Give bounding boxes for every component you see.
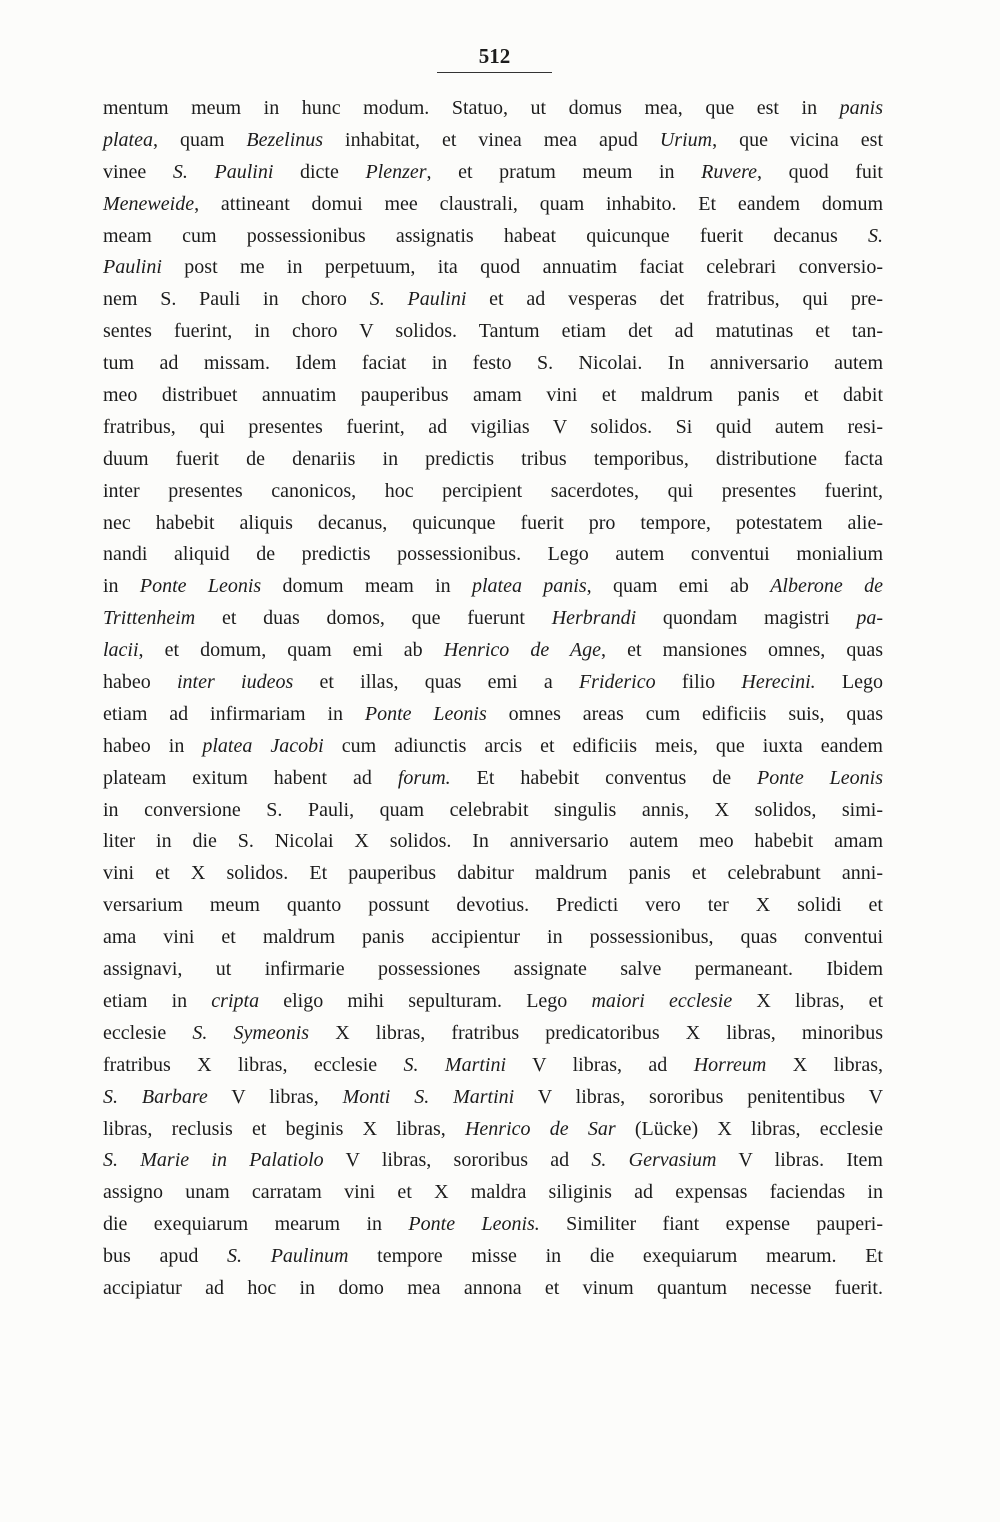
text-segment: fratribus, qui presentes fuerint, ad vigilias V solidos. Si quid autem resi- [103,415,883,438]
text-segment: liter in die S. Nicolai X solidos. In anniversario autem meo habebit amam [103,830,883,853]
text-line [103,572,883,604]
text-line [103,955,883,987]
text-segment: fratribus X libras, ecclesie [103,1053,404,1076]
text-line [103,509,883,541]
text-line [103,158,883,190]
italic-text: S. Martini [403,1053,507,1076]
text-line [103,923,883,955]
text-segment: , et mansiones omnes, quas [601,639,883,662]
italic-text: platea panis [472,575,587,598]
text-segment: cum adiunctis arcis et edificiis meis, que iuxta eandem [323,734,883,757]
text-line [103,381,883,413]
italic-text: S. Symeonis [192,1021,310,1044]
text-segment: versarium meum quanto possunt devotius. Predicti vero ter X solidi et [103,894,883,917]
italic-text: S. Paulini [172,160,274,183]
text-segment: Et habebit conventus de [450,766,758,789]
text-segment: duum fuerit de denariis in predictis tribus temporibus, distributione facta [103,447,883,470]
text-line [103,285,883,317]
page-number: 512 [478,44,511,68]
text-segment: ecclesie [103,1021,193,1044]
text-line [103,1019,883,1051]
text-line [103,604,883,636]
text-segment: etiam ad infirmariam in [103,702,365,725]
text-segment: ama vini et maldrum panis accipientur in possessionibus, quas conventui [103,926,883,949]
text-line [103,1210,883,1242]
text-segment: nem S. Pauli in choro [103,288,370,311]
text-line [103,1051,883,1083]
italic-text: maiori ecclesie [591,989,733,1012]
body-text [103,94,883,1306]
text-segment: X libras, fratribus predicatoribus X libras, minoribus [309,1021,884,1044]
italic-text: Ponte Leonis. [408,1213,540,1236]
text-line [103,859,883,891]
text-line [103,1146,883,1178]
text-segment: nandi aliquid de predictis possessionibus. Lego autem conventui monialium [103,543,883,566]
text-line [103,796,883,828]
text-line [103,827,883,859]
italic-text: forum. [397,766,451,789]
italic-text: Henrico de Age [443,639,602,662]
text-line [103,253,883,285]
text-segment: X libras, [766,1053,883,1076]
italic-text: S. Barbare [103,1085,208,1108]
text-segment: , quod fuit [757,160,883,183]
text-line [103,732,883,764]
text-line [103,1178,883,1210]
italic-text: platea [103,128,153,151]
italic-text: Bezelinus [246,128,324,151]
text-segment: meo distribuet annuatim pauperibus amam vini et maldrum panis et dabit [103,384,883,407]
text-segment: V libras, [207,1085,343,1108]
italic-text: S. Marie in Palatiolo [103,1149,324,1172]
text-line [103,477,883,509]
text-segment: (Lücke) X libras, ecclesie [615,1117,883,1140]
text-segment: et ad vesperas det fratribus, qui pre- [466,288,884,311]
text-segment: post me in perpetuum, ita quod annuatim faciat celebrari conversio- [161,256,883,279]
text-segment: libras, reclusis et beginis X libras, [103,1117,465,1140]
italic-text: Friderico [578,671,656,694]
text-segment: domum meam in [261,575,472,598]
text-segment: etiam in [103,989,212,1012]
italic-text: S. [868,224,883,247]
italic-text: Ponte Leonis [139,575,262,598]
text-segment: et duas domos, que fuerunt [195,607,552,630]
italic-text: S. Paulini [369,288,467,311]
italic-text: Monti S. Martini [342,1085,515,1108]
text-line [103,94,883,126]
text-segment: dicte [273,160,366,183]
text-segment: in conversione S. Pauli, quam celebrabit singulis annis, X solidos, simi- [103,798,883,821]
text-segment: vinee [103,160,173,183]
italic-text: platea Jacobi [202,734,324,757]
italic-text: Alberone de [770,575,883,598]
text-segment: filio [655,671,742,694]
text-line [103,987,883,1019]
text-line [103,1274,883,1306]
italic-text: Horreum [693,1053,767,1076]
text-segment: habeo [103,671,177,694]
text-line [103,668,883,700]
italic-text: Trittenheim [103,607,196,630]
text-segment: V libras. Item [716,1149,883,1172]
text-segment: inhabitat, et vinea mea apud [323,128,660,151]
text-segment: X libras, et [732,989,884,1012]
text-segment: assigno unam carratam vini et X maldra siliginis ad expensas faciendas in [103,1181,883,1204]
italic-text: cripta [211,989,260,1012]
text-segment: et illas, quas emi a [293,671,579,694]
text-segment: die exequiarum mearum in [103,1213,409,1236]
text-segment: nec habebit aliquis decanus, quicunque fuerit pro tempore, potestatem alie- [103,511,883,534]
text-segment: , que vicina est [712,128,883,151]
text-line [103,764,883,796]
italic-text: Henrico de Sar [464,1117,616,1140]
text-segment: habeo in [103,734,203,757]
text-segment: , attineant domui mee claustrali, quam inhabito. Et eandem domum [194,192,883,215]
text-segment: meam cum possessionibus assignatis habeat quicunque fuerit decanus [103,224,868,247]
italic-text: Ruvere [701,160,758,183]
text-segment: eligo mihi sepulturam. Lego [259,989,592,1012]
text-segment: vini et X solidos. Et pauperibus dabitur maldrum panis et celebrabunt anni- [103,862,883,885]
text-line [103,1115,883,1147]
text-line [103,540,883,572]
text-line [103,636,883,668]
text-segment: accipiatur ad hoc in domo mea annona et vinum quantum necesse fuerit. [103,1276,883,1299]
italic-text: pa- [856,607,883,630]
text-segment: mentum meum in hunc modum. Statuo, ut domus mea, que est in [103,97,840,119]
italic-text: Urium [659,128,713,151]
text-segment: V libras, ad [506,1053,694,1076]
italic-text: Paulini [103,256,162,279]
text-line [103,1083,883,1115]
text-segment: , quam [153,128,247,151]
text-line [103,349,883,381]
text-segment: sentes fuerint, in choro V solidos. Tantum etiam det ad matutinas et tan- [103,320,883,343]
italic-text: Herbrandi [551,607,637,630]
text-line [103,445,883,477]
text-segment: bus apud [103,1245,228,1268]
italic-text: inter iudeos [177,671,294,694]
italic-text: S. Gervasium [591,1149,717,1172]
text-segment: assignavi, ut infirmarie possessiones assignate salve permaneant. Ibidem [103,958,883,981]
text-line [103,190,883,222]
text-segment: plateam exitum habent ad [103,766,398,789]
text-line [103,891,883,923]
text-segment: , et domum, quam emi ab [138,639,444,662]
text-segment: tempore misse in die exequiarum mearum. Et [348,1245,883,1268]
italic-text: Herecini. [741,671,816,694]
text-segment: , et pratum meum in [426,160,702,183]
text-line [103,222,883,254]
text-segment: quondam magistri [636,607,857,630]
text-line [103,700,883,732]
italic-text: S. Paulinum [227,1245,349,1268]
text-segment: , quam emi ab [586,575,771,598]
text-segment: V libras, sororibus penitentibus V [514,1085,884,1108]
italic-text: Ponte Leonis [364,702,487,725]
text-line [103,317,883,349]
text-segment: in [103,575,140,598]
italic-text: Plenzer [365,160,427,183]
italic-text: Meneweide [103,192,195,215]
page-number-rule [437,72,552,73]
italic-text: lacii [103,639,139,662]
italic-text: Ponte Leonis [757,766,883,789]
italic-text: panis [839,97,883,119]
text-segment: Lego [815,671,883,694]
text-line [103,413,883,445]
text-line [103,1242,883,1274]
text-segment: Similiter fiant expense pauperi- [539,1213,883,1236]
text-segment: omnes areas cum edificiis suis, quas [486,702,883,725]
text-line [103,126,883,158]
text-segment: V libras, sororibus ad [323,1149,592,1172]
text-segment: tum ad missam. Idem faciat in festo S. Nicolai. In anniversario autem [103,352,883,375]
text-segment: inter presentes canonicos, hoc percipient sacerdotes, qui presentes fuerint, [103,479,883,502]
